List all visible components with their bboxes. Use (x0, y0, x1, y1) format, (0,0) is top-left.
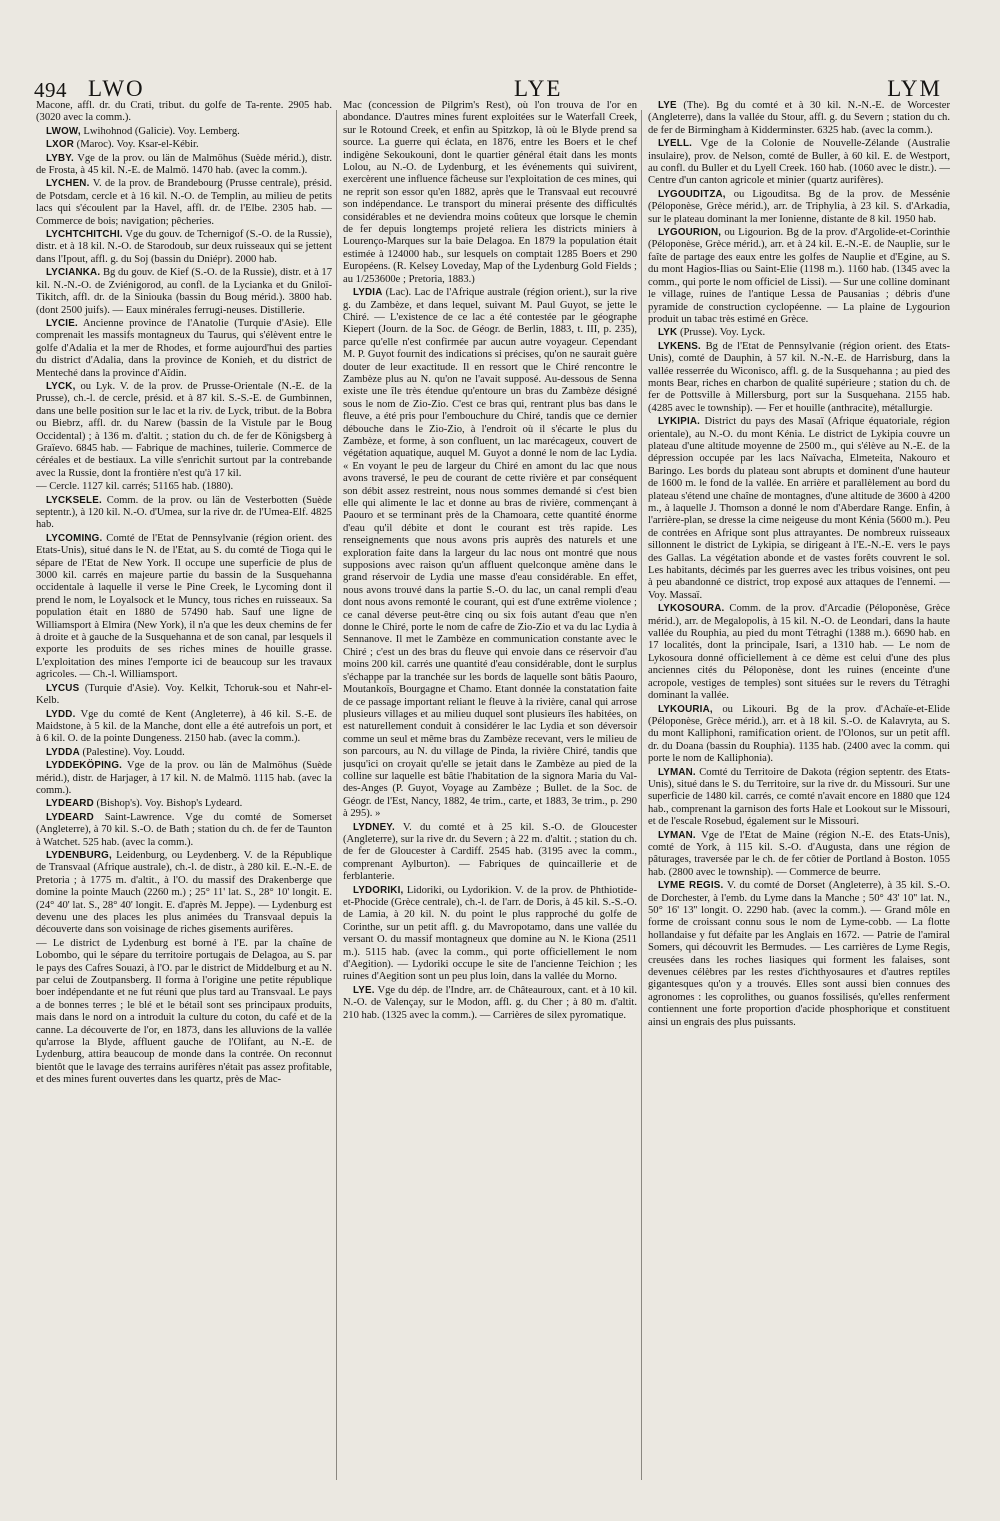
entry-text: Vge de la prov. ou län de Malmöhus (Suède mérid.), distr. de Frosta, à 45 kil. N.-E. de Malmö. 1470 hab. (avec la comm.). (36, 152, 332, 177)
right-guide-word: LYM (887, 76, 942, 101)
column-divider (336, 110, 337, 1480)
entry-text: Comté de l'Etat de Pennsylvanie (région orient. des Etats-Unis), situé dans le N. de l'Etat, au S. du comté de Tioga qui le sépare de l'Etat de New York. Il occupe une superficie de plus de 3000 kil. carrés en majeure partie du bassin de la Susquehanna occidentale à laquelle il verse le Pine Creek, le Lycoming dont il prend le nom, le Loyalsock et le Muncy, tous riches en ruisseaux. Sa population était en 1880 de 57490 hab. Sauf une ligne de Williamsport à Elmira (New York), il n'a que les deux chemins de fer à droite et à gauche de la Susquehanna et de son canal, par lesquels il exporte les produits de ses riches mines de houille grasse. L'exploitation des mines l'emporte ici de beaucoup sur les travaux agricoles. — Ch.-l. Williamsport. (36, 532, 332, 681)
entry-text: (Maroc). Voy. Ksar-el-Kébir. (76, 139, 199, 151)
entry-headword: LYCHEN. (46, 178, 90, 190)
entry-headword: LYKOSOURA. (658, 603, 725, 615)
dictionary-entry (648, 138, 950, 188)
dictionary-entry (36, 318, 332, 380)
entry-text: (Lac). Lac de l'Afrique australe (région orient.), sur la rive g. du Zambèze, et dans lequel, suivant M. Paul Guyot, se jette le Chiré. — L'existence de ce lac a été contestée par le géographe Kiepert (Journ. de la Soc. de Géogr. de Berlin, 1883, t. III, p. 235), parce qu'elle n'est confirmée par aucun autre voyageur. Cependant M. P. Guyot fournit des indications si précises, qu'on ne saurait guère douter de leur exactitude. Il en ressort que le Chiré rencontre le Zambèze plus au N. qu'on ne l'avait supposé. Au-dessous de Senna existe une île très étendue qu'entoure un bras du Zambèze désigné sous le nom de Zio-Zio. C'est ce bras qui, rentrant plus bas dans le fleuve, a été pris pour l'embouchure du Chiré, tandis que ce dernier débouche dans le Zio-Zio, à l'endroit où il s'écarte le plus du Zambèze, et forme, à son confluent, un lac marécageux, couvert de végétation aquatique, auquel M. Guyot a donné le nom de lac Lydia. « En voyant le peu de largeur du Chiré en amont du lac que nous avons traversé, le peu de courant de cette rivière et par conséquent son débit assez restreint, nous nous sommes demandé si c'est bien elle qui alimente le lac et donne au bras de rivière, commençant à Paouro et se terminant près de la Chamoara, cette quantité énorme d'eau qu'il débite et dont le courant est très rapide. Les renseignements que nous avons pris auprès des naturels et une exploration faite dans la largeur du lac nous ont montré que nous supposions avec raison qu'un affluent quelconque amène dans le grand réservoir de Lydia une masse d'eau considérable. En effet, nous avons trouvé dans la partie S.-O. du lac, un canal rempli d'eau dont nous avons remonté le courant, qui est d'une extrême violence ; ce canal déverse peut-être cinq ou six fois autant d'eau que n'en donne le Chiré, porte le nom de cafre de Zio-Zio et va du lac Lydia à Sennanove. Il met le Zambèze en communication constante avec le Chiré ; c'est un des bras du fleuve qui envoie dans ce réservoir d'au moins 200 kil. carrés une quantité d'eau considérable, dont le surplus s'échappe par la tranchée sur les bords de laquelle sont bâtis Paouro, Moutankoïs, Bourgagne et Chamo. Etant donnée la constatation faite de ce passage important reliant le fleuve à la rivière, canal qui arrose plusieurs villages et au milieu duquel sont plusieurs îles habitées, on est naturellement conduit à considérer le lac Lydia et son déversoir comme un seul et même bras du Zambèze recevant, vers le milieu de son parcours, au N. du village de Pinda, la rivière Chiré, tandis que jusqu'ici on croyait qu'elle se jetait dans le Zambèze au pied de la colline sur laquelle est bâtie l'habitation de la signora Maria du Val-des-Anges (P. Guyot, Voyage au Zambèze ; Bullet. de la Soc. de Géogr. de l'Est, Nancy, 1882, 4e trim., carte, et 1883, 3e trim., p. 290 à 295). » (343, 287, 637, 820)
dictionary-entry (648, 603, 950, 702)
entry-headword: LYMAN. (658, 829, 696, 841)
entry-text: Leidenburg, ou Leydenberg. V. de la République de Transvaal (Afrique australe), ch.-l. de distr., à 280 kil. E.-N.-E. de Pretoria ; à 1775 m. d'altit., à l'O. du massif des Drakenberge que domine la pointe Mauch (2260 m.) ; 25° 11' lat. S., 28° 10' longit. E. (24° 40' lat. S., 28° 40' longit. E. d'après M. Jeppe). — Lydenburg est devenu une des places les plus animées du Transvaal depuis la découverte dans son voisinage de riches gisements aurifères. (36, 849, 332, 936)
entry-text: Comm. de la prov. d'Arcadie (Péloponèse, Grèce mérid.), arr. de Megalopolis, à 15 kil. N.-O. de Leondari, dans la haute vallée du Rouphia, au pied du mont Tétraghi (1388 m.). 6690 hab. en 17 localités, dont la principale, Isari, a 1310 hab. — Le nom de Lykosoura donné officiellement à ce dème est celui d'une des plus anciennes cités du Péloponèse, dont les ruines (enceinte d'une acropole, vestiges de temples) sont situées sur le revers du Tétraghi dominant la vallée. (648, 603, 950, 702)
entry-headword: LYGOURION, (658, 227, 722, 239)
entry-text: V. du comté et à 25 kil. S.-O. de Gloucester (Angleterre), sur la rive dr. du Severn ; à 22 m. d'altit. ; station du ch. de fer de Gloucester à Cardiff. 2545 hab. (3195 avec la comm., comprenant Aylburton). — Fabriques de quincaillerie et de ferblanterie. (343, 821, 637, 883)
entry-headword: LYCUS (46, 682, 80, 694)
entry-text: Bg de l'Etat de Pennsylvanie (région orient. des Etats-Unis), comté de Dauphin, à 57 kil. N.-N.-E. de Harrisburg, dans la vallée resserrée du Wiconisco, affl. g. de la Susquehanna ; au pied des monts Bear, riches en charbon de qualité supérieure ; station du ch. de fer de Pottsville à Millersburg, port sur la Susquehana. 2155 hab. (4285 avec le township). — Fer et houille (anthracite), métallurgie. (648, 340, 950, 414)
entry-text: (Prusse). Voy. Lyck. (679, 327, 766, 339)
entry-text: ou Likouri. Bg de la prov. d'Achaïe-et-Elide (Péloponèse, Grèce mérid.), arr. et à 18 kil. S.-O. de Kalavryta, au S. du mont Kalliphoni, ramification orient. de l'Olonos, sur un petit affl. dr. du Doana (bassin du Rouphia). 1135 hab. (2400 avec la comm. qui porte le nom de Kalliphonia). (648, 703, 950, 765)
entry-headword: LYKENS. (658, 340, 701, 352)
column-divider (641, 110, 642, 1480)
entry-headword: LYDDEKÖPING. (46, 760, 123, 772)
entry-headword: LYMAN. (658, 766, 696, 778)
center-guide-word: LYE (514, 76, 563, 101)
dictionary-entry (648, 100, 950, 137)
dictionary-entry (36, 760, 332, 797)
entry-text: Vge de la prov. ou län de Malmöhus (Suède mérid.), distr. de Harjager, à 17 kil. N. de Malmö. 1115 hab. (avec la comm.). (36, 760, 332, 796)
dictionary-entry (36, 481, 332, 493)
entry-text: ou Lyk. V. de la prov. de Prusse-Orientale (N.-E. de la Prusse), ch.-l. de cercle, présid. et à 87 kil. S.-S.-E. de Gumbinnen, dans une belle position sur le lac et la riv. de Lyck, tribut. de la Bobra ou Biebrz, affl. dr. du Narew (bassin de la Vistule par le Boug Occidental) ; à 136 m. d'altit. ; station du ch. de fer de Königsberg à Graïevo. 6845 hab. — Fabrique de machines, tuilerie. Commerce de céréales et de bestiaux. La ville s'enrichit surtout par la contrebande avec la Russie, dont la frontière n'est qu'à 17 kil. (36, 380, 332, 479)
entry-headword: LYDORIKI, (353, 884, 404, 896)
entry-headword: LYDDA (46, 746, 80, 758)
entry-headword: LYCOMING. (46, 532, 103, 544)
dictionary-entry (36, 178, 332, 228)
entry-headword: LYELL. (658, 138, 693, 150)
entry-headword: LYCKSELE. (46, 494, 102, 506)
entry-headword: LYCK, (46, 380, 76, 392)
dictionary-entry (36, 850, 332, 937)
text-column-3 (648, 100, 950, 1480)
entry-text: Vge du gouv. de Tchernigof (S.-O. de la Russie), distr. et à 18 kil. N.-O. de Starodoub, sur deux ruisseaux qui se jettent dans l'Ipout, affl. g. du Soj (bassin du Dniépr). 2000 hab. (36, 229, 332, 265)
entry-text: ou Ligouditsa. Bg de la prov. de Messénie (Péloponèse, Grèce mérid.), arr. de Triphylia, à 23 kil. S. d'Arkadia, sur le plateau dominant la mer Ionienne, distante de 8 kil. 1950 hab. (648, 188, 950, 225)
dictionary-entry (343, 100, 637, 286)
dictionary-entry (36, 938, 332, 1087)
entry-text: — Le district de Lydenburg est borné à l'E. par la chaîne de Lobombo, qui le sépare du territoire portugais de Delagoa, au S. par le pays des Cafres Souazi, à l'O. par le district de Middelburg et au N. par celui de Zoutpansberg. Il forma à l'origine une petite république boer indépendante et ne fut réuni que plus tard au Transvaal. Le pays a de bonnes terres ; le blé et le bétail sont ses principaux produits, mais dans le nord on a introduit la culture du coton, du café et de la canne. La découverte de l'or, en 1873, dans les alluvions de la vallée qu'arrose la Blyde, affluent gauche de l'Olifant, au N.-E. de Lydenburg, attira beaucoup de monde dans la contrée. On reconnut bientôt que le lavage des terrains aurifères n'était pas assez profitable, et des mines furent ouvertes dans les quartz, près de Mac- (36, 937, 332, 1086)
entry-headword: LYDEARD (46, 798, 94, 810)
dictionary-entry (648, 830, 950, 880)
dictionary-entry (36, 798, 332, 810)
entry-text: (Palestine). Voy. Loudd. (82, 746, 185, 758)
entry-text: Vge du dép. de l'Indre, arr. de Châteauroux, cant. et à 10 kil. N.-O. de Valençay, sur le Modon, affl. g. du Cher ; à 80 m. d'altit. 210 hab. (1325 avec la comm.). — Carrières de silex pyromatique. (343, 984, 637, 1021)
dictionary-entry (648, 704, 950, 766)
entry-headword: LYBY. (46, 152, 74, 164)
dictionary-entry (648, 416, 950, 602)
dictionary-entry (36, 812, 332, 849)
entry-headword: LYE (658, 100, 677, 111)
dictionary-entry (36, 267, 332, 317)
dictionary-entry (36, 495, 332, 532)
entry-headword: LWOW, (46, 125, 81, 137)
entry-headword: LYDENBURG, (46, 849, 112, 861)
entry-text: Bg du gouv. de Kief (S.-O. de la Russie), distr. et à 17 kil. N.-N.-O. de Zviénigorod, au confl. de la Lycianka et du Gniloï-Tikitch, affl. dr. de la Siniouka (bassin du Boug mérid.). 3800 hab. (dont 2500 juifs). — Eaux minérales ferrugi-neuses. Distillerie. (36, 267, 332, 316)
entry-text: District du pays des Masaï (Afrique équatoriale, région orientale), au N.-O. du mont Kénia. Le district de Lykipia couvre un plateau d'une altitude moyenne de 2500 m., qui s'élève au N.-E. de la dépression occupée par les lacs Naïvacha, Elmeteita, Nakouro et Baringo. Les bords du plateau sont abrupts et dominent d'une hauteur de 1600 m. le fond de la vallée. En arrière et parallèlement au bord du plateau s'étend une chaîne de montagnes, d'une altitude de 3600 à 4200 m., à laquelle J. Thomson a donné le nom d'Aberdare Range. Enfin, à l'arrière-plan, se dresse la cime neigeuse du mont Kénia (5600 m.). Peu de contrées en Afrique sont plus attrayantes. De nombreux ruisseaux sillonnent le district de Lykipia, se dirigeant à l'E.-N.-E. vers le pays des Gallas. La végétation abonde et de vastes forêts couvrent le sol. Les habitants, décimés par les guerres avec les tribus voisines, ont peu à peu abandonné ce district, trop exposé aux attaques de l'ennemi. — Voy. Massaï. (648, 416, 950, 601)
entry-text: Vge de la Colonie de Nouvelle-Zélande (Australie insulaire), prov. de Nelson, comté de Buller, à 60 kil. E. de Westport, au confl. du Buller et du Lyell Creek. 160 hab. (1060 avec le distr.). — Centre d'un canton agricole et minier (quartz aurifères). (648, 138, 950, 187)
dictionary-entry (648, 189, 950, 226)
entry-text: Vge du comté de Kent (Angleterre), à 46 kil. S.-E. de Maidstone, à 5 kil. de la Manche, dont elle a été autrefois un port, et à 6 kil. O. de la pointe Dungeness. 2150 hab. (avec la comm.). (36, 708, 332, 745)
dictionary-entry (36, 381, 332, 480)
text-column-2 (343, 100, 637, 1480)
dictionary-entry (648, 767, 950, 829)
entry-headword: LYCIANKA. (46, 267, 101, 279)
entry-text: (Turquie d'Asie). Voy. Kelkit, Tchoruk-sou et Nahr-el-Kelb. (36, 682, 332, 707)
entry-text: Saint-Lawrence. Vge du comté de Somerset (Angleterre), à 70 kil. S.-O. de Bath ; station du ch. de fer de Taunton à Watchet. 525 hab. (avec la comm.). (36, 811, 332, 848)
dictionary-entry (36, 229, 332, 266)
entry-headword: LYK (658, 327, 678, 339)
entry-text: ou Ligourion. Bg de la prov. d'Argolide-et-Corinthie (Péloponèse, Grèce mérid.), arr. et à 24 kil. E.-N.-E. de Nauplie, sur le faîte de partage des eaux entre les golfes de Nauplie et d'Egine, au S. du mont Hagios-Ilias ou Saint-Elie (1198 m.). 1160 hab. (1345 avec la comm., qui porte le nom officiel de Lissi). — Sur une colline dominant le village, ruines de l'antique Lessa de Pausanias ; débris d'une pyramide de construction cyclopéenne. — La plaine de Lygourion produit un tabac très estimé en Grèce. (648, 227, 950, 325)
entry-headword: LXOR (46, 139, 75, 151)
dictionary-entry (36, 533, 332, 682)
entry-headword: LYME REGIS. (658, 880, 724, 892)
dictionary-entry (36, 100, 332, 125)
dictionary-entry (343, 287, 637, 820)
entry-headword: LYDEARD (46, 811, 94, 823)
entry-text: (The). Bg du comté et à 30 kil. N.-N.-E. de Worcester (Angleterre), dans la vallée du Stour, affl. g. du Severn ; station du ch. de fer de Birmingham à Kidderminster. 6325 hab. (avec la comm.). (648, 100, 950, 136)
entry-headword: LYCIE. (46, 317, 78, 329)
entry-headword: LYDNEY. (353, 821, 395, 833)
entry-headword: LYDD. (46, 708, 76, 720)
entry-headword: LYDIA (353, 287, 383, 299)
entry-headword: LYGOUDITZA, (658, 188, 726, 200)
entry-text: V. de la prov. de Brandebourg (Prusse centrale), présid. de Potsdam, cercle et à 16 kil. N.-O. de Templin, au milieu de petits lacs qui s'écoulent par la Havel, affl. dr. de l'Elbe. 2305 hab. — Commerce de bois; navigation; pêcheries. (36, 178, 332, 227)
dictionary-entry (648, 227, 950, 326)
dictionary-entry (36, 126, 332, 138)
entry-text: Ancienne province de l'Anatolie (Turquie d'Asie). Elle comprenait les massifs montagneux du Taurus, qui s'élèvent entre le golfe d'Adalia et la mer de Rhodes, et forme aujourd'hui des parties du district d'Adalia, dans la province de Konieh, et du district de Menteché dans la province d'Aïdin. (36, 317, 332, 379)
dictionary-entry (36, 709, 332, 746)
entry-headword: LYKIPIA. (658, 416, 701, 428)
entry-text: V. du comté de Dorset (Angleterre), à 35 kil. S.-O. de Dorchester, à l'emb. du Lyme dans la Manche ; 50° 43' 10'' lat. N., 50° 16' 13'' longit. O. 2290 hab. (avec la comm.). — Grand môle en forme de croissant connu sous le nom de Lyme-cobb. — La flotte hollandaise y fut défaite par les Anglais en 1672. — Patrie de l'amiral Somers, qui découvrit les Bermudes. — Les carrières de Lyme Regis, creusées dans les roches liasiques qui forment les falaises, sont devenues célèbres par les restes d'ichthyosaures et d'autres reptiles gigantesques qu'on y a trouvés. Elles sont aussi bien connues des agronomes : les coprolithes, ou guanos fossilisés, qu'elles renferment contiennent une forte proportion d'acide phosphorique et constituent ainsi un engrais des plus puissants. (648, 880, 950, 1028)
dictionary-entry (648, 327, 950, 339)
dictionary-entry (343, 822, 637, 884)
entry-headword: LYCHTCHITCHI. (46, 229, 123, 241)
left-guide-word: LWO (88, 76, 145, 101)
entry-text: Vge de l'Etat de Maine (région N.-E. des Etats-Unis), comté de York, à 115 kil. S.-O. d'Augusta, dans une région de pâturages, traversée par le ch. de fer côtier de Portland à Boston. 1055 hab. (2800 avec le township). — Commerce de beurre. (648, 829, 950, 878)
dictionary-entry (36, 153, 332, 178)
dictionary-entry (343, 885, 637, 984)
entry-headword: LYKOURIA, (658, 703, 713, 715)
entry-text: Lidoriki, ou Lydorikion. V. de la prov. de Phthiotide-et-Phocide (Grèce centrale), ch.-l. de l'arr. de Doris, à 45 kil. S.-S.-O. de Lamia, à 20 kil. N. du point le plus rapproché du golfe de Corinthe, sur un petit affl. g. du Mavropotamo, dans une vallée du versant O. du massif montagneux que domine au N. le Kiona (2511 m.). 5115 hab. (avec la comm., qui porte officiellement le nom d'Aegition). — Lydoriki occupe le site de l'ancienne Teichion ; les ruines d'Aegition sont un peu plus loin, dans la vallée du Morno. (343, 884, 637, 983)
dictionary-entry (36, 683, 332, 708)
entry-text: Macone, affl. dr. du Crati, tribut. du golfe de Ta-rente. 2905 hab. (3020 avec la comm.). (36, 100, 332, 124)
entry-headword: LYE. (353, 984, 375, 996)
entry-text: Mac (concession de Pilgrim's Rest), où l'on trouva de l'or en abondance. D'autres mines furent exploitées sur le Waterfall Creek, sur le Rotound Creek, et enfin au Spitzkop, là où le Blyde prend sa source. La guerre qui éclata, en 1876, entre les Boers et le chef indigène Sekoukouni, dont le quartier général était dans les monts Lolou, au N.-O. de Lydenburg, et les événements qui suivirent, exercèrent une influence fâcheuse sur l'exploitation de ces mines, qui ne reprit son essor qu'en 1882, après que le Transvaal eut recouvré son indépendance. Le transport du minerai présente des difficultés considérables et ne deviendra moins coûteux que lorsque le chemin de fer depuis longtemps projeté reliera les districts miniers à Lourenço-Marques sur la baie Delagoa. En 1879 la population était estimée à 124000 hab., sur lesquels on comptait 1285 Boers et 290 Européens. (R. Kelsey Loveday, Map of the Lydenburg Gold Fields ; au 1/253600e ; Pretoria, 1883.) (343, 100, 637, 285)
entry-text: (Bishop's). Voy. Bishop's Lydeard. (96, 798, 243, 810)
dictionary-entry (648, 341, 950, 415)
text-column-1 (36, 100, 332, 1480)
page-number: 494 (34, 78, 67, 102)
dictionary-entry (36, 139, 332, 151)
entry-text: Comm. de la prov. ou län de Vesterbotten (Suède septentr.), à 120 kil. N.-O. d'Umea, sur la rive dr. de l'Umea-Elf. 4825 hab. (36, 494, 332, 531)
dictionary-entry (648, 880, 950, 1029)
dictionary-entry (36, 747, 332, 759)
entry-text: Lwihohnod (Galicie). Voy. Lemberg. (83, 125, 240, 137)
dictionary-entry (343, 985, 637, 1022)
entry-text: — Cercle. 1127 kil. carrés; 51165 hab. (1880). (36, 481, 234, 493)
entry-text: Comté du Territoire de Dakota (région septentr. des Etats-Unis), situé dans le S. du Territoire, sur la rive dr. du Missouri. Sur une superficie de 1480 kil. carrés, ce comté n'avait encore en 1880 que 124 hab., comprenant la garnison des forts Hale et Lookout sur le Missouri, et de l'escale Rosebud, également sur le Missouri. (648, 766, 950, 828)
